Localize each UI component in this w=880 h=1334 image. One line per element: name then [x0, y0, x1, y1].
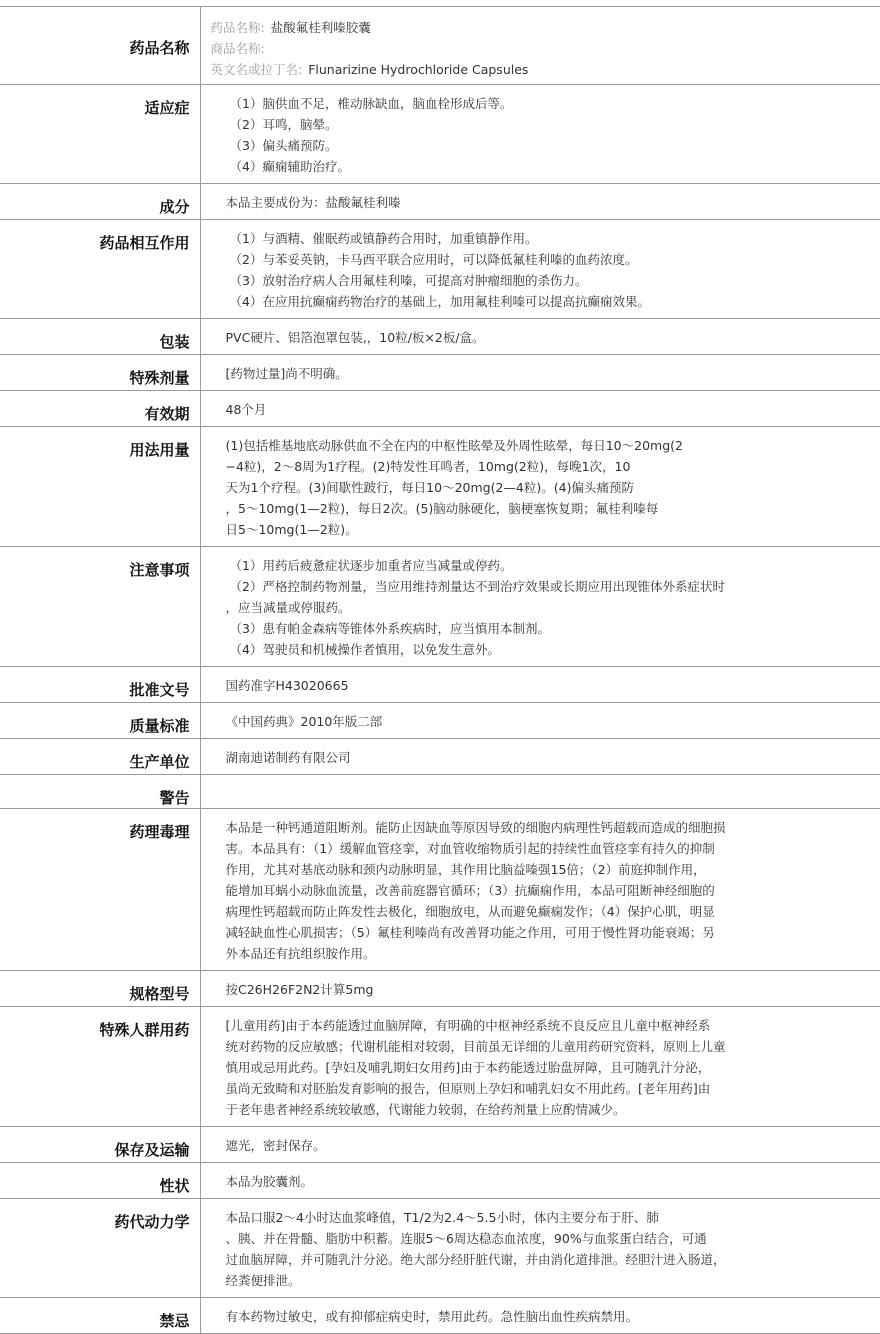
row-label: 注意事项 [0, 547, 200, 667]
text-line: （4）癫痫辅助治疗。 [229, 159, 350, 174]
trade-name-line [211, 38, 871, 59]
row-label: 特殊剂量 [0, 355, 200, 391]
row-spec [0, 971, 880, 1007]
text-line: （3）患有帕金森病等锥体外系疾病时，应当慎用本制剂。 [229, 621, 550, 636]
text-line: 能增加耳蜗小动脉血流量，改善前庭器官循环；（3）抗癫痫作用，本品可阻断神经细胞的 [225, 883, 715, 898]
text-line: 、胰、并在骨髓、脂肪中积蓄。连服5～6周达稳态血浓度，90%与血浆蛋白结合，可通 [225, 1231, 707, 1246]
text-line: −4粒)，2～8周为1疗程。(2)特发性耳鸣者，10mg(2粒)，每晚1次，10 [225, 459, 631, 474]
row-label: 有效期 [0, 391, 200, 427]
text-line: 湖南迪诺制药有限公司 [225, 750, 351, 765]
row-label: 药理毒理 [0, 809, 200, 971]
row-packaging [0, 319, 880, 355]
generic-name-value: 盐酸氟桂利嗪胶囊 [270, 20, 371, 35]
text-line: 于老年患者神经系统较敏感，代谢能力较弱，在给药剂量上应酌情减少。 [225, 1102, 626, 1117]
row-value [200, 427, 880, 547]
text-line: 慎用或忌用此药。[孕妇及哺乳期妇女用药]由于本药能透过胎盘屏障，且可随乳汁分泌， [225, 1060, 711, 1075]
text-line: 减轻缺血性心肌损害；（5）氟桂利嗪尚有改善肾功能之作用，可用于慢性肾功能衰竭；另 [225, 925, 715, 940]
text-line: 统对药物的反应敏感；代谢机能相对较弱，目前虽无详细的儿童用药研究资料，原则上儿童 [225, 1039, 726, 1054]
row-value [200, 319, 880, 355]
trade-name-key: 商品名称: [210, 41, 265, 56]
row-appearance [0, 1163, 880, 1199]
generic-name-line [211, 17, 871, 38]
text-line: ，应当减量或停服药。 [225, 600, 351, 615]
text-line: 病理性钙超载而防止阵发性去极化，细胞放电，从而避免癫痫发作；（4）保护心肌，明显 [225, 904, 715, 919]
english-name-value: Flunarizine Hydrochloride Capsules [308, 62, 529, 77]
row-precautions [0, 547, 880, 667]
row-usage [0, 427, 880, 547]
row-value [200, 1163, 880, 1199]
text-line: 外本品还有抗组织胺作用。 [225, 946, 376, 961]
row-label: 特殊人群用药 [0, 1007, 200, 1127]
text-line: 过血脑屏障，并可随乳汁分泌。绝大部分经肝脏代谢，并由消化道排泄。经胆汁进入肠道， [225, 1252, 726, 1267]
text-line: （3）放射治疗病人合用氟桂利嗪，可提高对肿瘤细胞的杀伤力。 [229, 273, 588, 288]
row-value [200, 667, 880, 703]
row-drug-name [0, 7, 880, 85]
row-value [200, 1007, 880, 1127]
row-validity [0, 391, 880, 427]
text-line: [药物过量]尚不明确。 [225, 366, 348, 381]
row-value [200, 85, 880, 184]
row-label: 批准文号 [0, 667, 200, 703]
row-value [200, 355, 880, 391]
row-interactions [0, 220, 880, 319]
row-ingredients [0, 184, 880, 220]
row-storage [0, 1127, 880, 1163]
drug-name-block [200, 7, 880, 85]
row-label: 质量标准 [0, 703, 200, 739]
text-line: （1）脑供血不足，椎动脉缺血，脑血栓形成后等。 [229, 96, 513, 111]
text-line: 有本药物过敏史，或有抑郁症病史时，禁用此药。急性脑出血性疾病禁用。 [225, 1309, 639, 1324]
row-label: 性状 [0, 1163, 200, 1199]
row-value [200, 391, 880, 427]
row-value [200, 971, 880, 1007]
generic-name-key: 药品名称: [210, 20, 265, 35]
row-label: 成分 [0, 184, 200, 220]
text-line: （4）在应用抗癫痫药物治疗的基础上，加用氟桂利嗪可以提高抗癫痫效果。 [229, 294, 650, 309]
row-label: 适应症 [0, 85, 200, 184]
row-label: 包装 [0, 319, 200, 355]
row-value [200, 1199, 880, 1298]
row-label: 规格型号 [0, 971, 200, 1007]
row-value [200, 1127, 880, 1163]
text-line: 日5～10mg(1—2粒)。 [225, 522, 358, 537]
row-value [200, 547, 880, 667]
text-line: 作用，尤其对基底动脉和颈内动脉明显，其作用比脑益嗪强15倍；（2）前庭抑制作用， [225, 862, 706, 877]
row-label: 药代动力学 [0, 1199, 200, 1298]
text-line: 本品为胶囊剂。 [225, 1174, 314, 1189]
text-line: （2）耳鸣，脑晕。 [229, 117, 338, 132]
row-value [200, 809, 880, 971]
text-line: 虽尚无致畸和对胚胎发育影响的报告，但原则上孕妇和哺乳妇女不用此药。[老年用药]由 [225, 1081, 711, 1096]
text-line: 害。本品具有：（1）缓解血管痉挛，对血管收缩物质引起的持续性血管痉挛有持久的抑制 [225, 841, 715, 856]
english-name-key: 英文名或拉丁名: [210, 62, 303, 77]
row-contraindications [0, 1298, 880, 1334]
row-pharmacokinetics [0, 1199, 880, 1298]
row-warning [0, 775, 880, 809]
text-line: [儿童用药]由于本药能透过血脑屏障，有明确的中枢神经系统不良反应且儿童中枢神经系 [225, 1018, 711, 1033]
drug-info-table [0, 6, 880, 1334]
text-line: 遮光，密封保存。 [225, 1138, 326, 1153]
text-line: PVC硬片、铝箔泡罩包装,，10粒/板×2板/盒。 [225, 330, 485, 345]
text-line: 《中国药典》2010年版二部 [225, 714, 383, 729]
row-special-dosage [0, 355, 880, 391]
text-line: （3）偏头痛预防。 [229, 138, 338, 153]
text-line: (1)包括椎基地底动脉供血不全在内的中枢性眩晕及外周性眩晕，每日10～20mg(2 [225, 438, 683, 453]
row-label: 用法用量 [0, 427, 200, 547]
text-line: （2）严格控制药物剂量，当应用维持剂量达不到治疗效果或长期应用出现锥体外系症状时 [229, 579, 725, 594]
row-special-population [0, 1007, 880, 1127]
row-label: 药品名称 [0, 7, 200, 85]
row-label: 禁忌 [0, 1298, 200, 1334]
text-line: （2）与苯妥英钠，卡马西平联合应用时，可以降低氟桂利嗪的血药浓度。 [229, 252, 638, 267]
text-line: 天为1个疗程。(3)间歇性跛行，每日10～20mg(2—4粒)。(4)偏头痛预防 [225, 480, 634, 495]
english-name-line [211, 59, 871, 80]
row-label: 生产单位 [0, 739, 200, 775]
row-value [200, 184, 880, 220]
row-value [200, 220, 880, 319]
row-indications [0, 85, 880, 184]
row-approval [0, 667, 880, 703]
row-label: 保存及运输 [0, 1127, 200, 1163]
text-line: 本品是一种钙通道阻断剂。能防止因缺血等原因导致的细胞内病理性钙超载而造成的细胞损 [225, 820, 726, 835]
row-label: 警告 [0, 775, 200, 809]
text-line: （1）与酒精、催眠药或镇静药合用时，加重镇静作用。 [229, 231, 538, 246]
text-line: （4）驾驶员和机械操作者慎用，以免发生意外。 [229, 642, 500, 657]
text-line: （1）用药后疲惫症状逐步加重者应当减量或停药。 [229, 558, 513, 573]
row-value [200, 775, 880, 809]
text-line: 本品主要成份为：盐酸氟桂利嗪 [225, 195, 401, 210]
row-manufacturer [0, 739, 880, 775]
text-line: 48个月 [225, 402, 267, 417]
row-label: 药品相互作用 [0, 220, 200, 319]
text-line: ，5～10mg(1—2粒)，每日2次。(5)脑动脉硬化，脑梗塞恢复期；氟桂利嗪每 [225, 501, 659, 516]
row-value [200, 1298, 880, 1334]
text-line: 按C26H26F2N2计算5mg [225, 982, 374, 997]
row-value [200, 703, 880, 739]
row-standard [0, 703, 880, 739]
text-line: 本品口服2～4小时达血浆峰值，T1/2为2.4～5.5小时，体内主要分布于肝、肺 [225, 1210, 659, 1225]
row-pharmacology [0, 809, 880, 971]
text-line: 经粪便排泄。 [225, 1273, 301, 1288]
text-line: 国药准字H43020665 [225, 678, 349, 693]
row-value [200, 739, 880, 775]
